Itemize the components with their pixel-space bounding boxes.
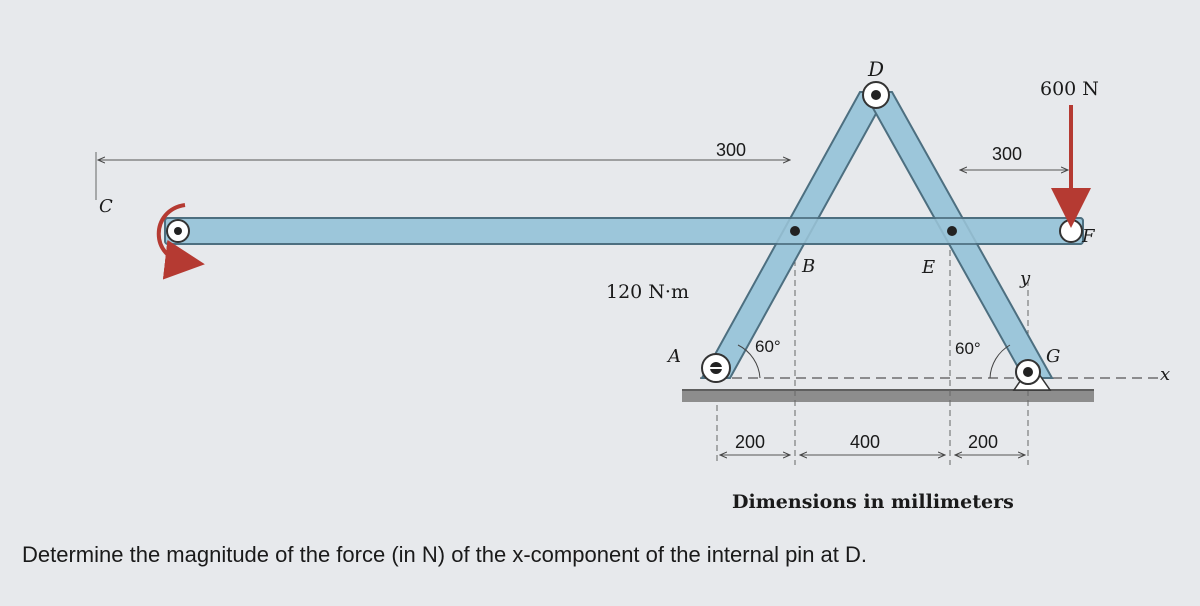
ground xyxy=(682,390,1094,402)
angle-label-left: 60° xyxy=(755,337,781,356)
label-f: F xyxy=(1082,226,1095,247)
label-e: E xyxy=(922,257,936,278)
dim-bottom-1-value: 200 xyxy=(735,432,766,452)
angle-label-right: 60° xyxy=(955,339,981,358)
label-g: G xyxy=(1046,346,1061,367)
label-c: C xyxy=(99,196,113,217)
dim-top-right-value: 300 xyxy=(992,144,1023,164)
pin-c xyxy=(167,220,189,242)
force-label: 600 N xyxy=(1040,78,1099,100)
question-text: Determine the magnitude of the force (in N) of the x-component of the internal pin at D. xyxy=(22,542,868,567)
label-x-axis: x xyxy=(1160,364,1171,385)
label-d: D xyxy=(868,57,885,81)
moment-label: 120 N·m xyxy=(606,281,689,303)
label-a: A xyxy=(668,346,681,367)
dim-top-left-value: 300 xyxy=(716,140,747,160)
label-b: B xyxy=(802,256,816,277)
pin-a xyxy=(702,354,730,382)
dims-note: Dimensions in millimeters xyxy=(732,491,1014,513)
dim-bottom-2-value: 400 xyxy=(850,432,881,452)
label-y-axis: y xyxy=(1020,268,1031,289)
pin-f xyxy=(1060,220,1082,242)
member-cf-overlay xyxy=(165,218,1083,244)
pin-b xyxy=(790,226,800,236)
pin-d xyxy=(863,82,889,108)
pin-e xyxy=(947,226,957,236)
dim-bottom-3-value: 200 xyxy=(968,432,999,452)
